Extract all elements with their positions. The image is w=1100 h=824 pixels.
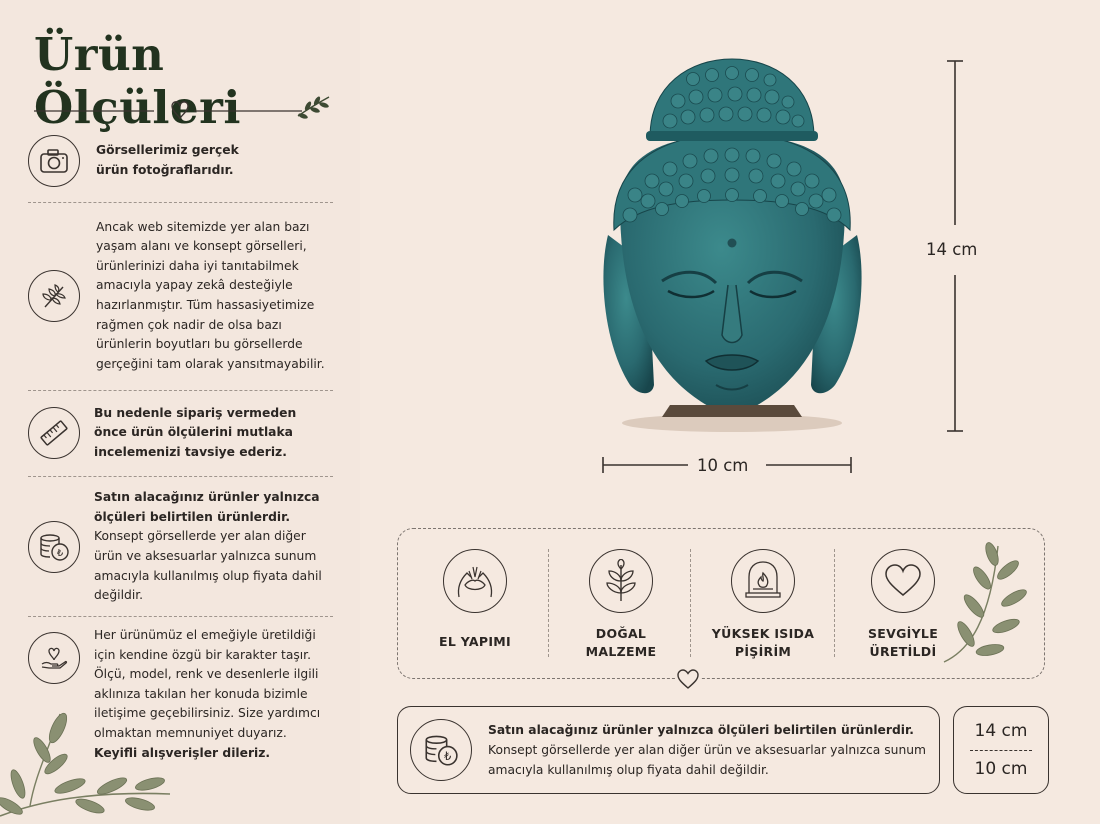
camera-icon — [28, 135, 80, 187]
feature-natural — [556, 549, 686, 661]
leaf-icon — [28, 270, 80, 322]
coins-icon — [410, 719, 472, 781]
row-divider — [28, 476, 333, 477]
kiln-flame-icon — [731, 549, 795, 613]
feature-divider — [548, 549, 549, 657]
feature-divider — [690, 549, 691, 657]
width-dimension-label: 10 cm — [697, 456, 749, 475]
info-row-body-text: Her ürünümüz el emeğiyle üretildiği için kendine özgü bir karakter taşır. Ölçü, model, renk ve desenlerle ilgili aklınıza takılan her konuda bizimle iletişime geçebilirsiniz. Size yardımcı olmaktan memnuniyet duyarız. — [94, 628, 321, 740]
info-row-closing-text: Keyifli alışverişler dileriz. — [94, 745, 271, 760]
info-row-bold-text: Satın alacağınız ürünler yalnızca ölçüleri belirtilen ürünlerdir. — [94, 490, 320, 524]
leaf-branch-decoration — [940, 540, 1040, 670]
info-row-purchase — [28, 486, 333, 608]
size-width: 10 cm — [974, 759, 1028, 779]
note-text — [488, 720, 939, 780]
divider-sprig-icon — [298, 96, 330, 120]
feature-high-heat — [698, 549, 828, 661]
size-height: 14 cm — [974, 721, 1028, 741]
svg-text:₺: ₺ — [444, 749, 452, 764]
info-row-concept — [28, 212, 333, 380]
leaf-branch-decoration — [0, 706, 175, 824]
row-divider — [28, 390, 333, 391]
panel-heart-icon — [676, 667, 700, 691]
size-divider — [970, 750, 1032, 751]
ruler-icon — [28, 407, 80, 459]
purchase-note-box — [397, 706, 940, 794]
coins-icon — [28, 521, 80, 573]
info-row-photos — [28, 132, 333, 190]
info-row-measure — [28, 400, 333, 466]
info-row-text — [94, 488, 333, 606]
feature-label: EL YAPIMI — [439, 634, 511, 649]
feature-handmade — [410, 549, 540, 651]
feature-label: SEVGİYLE ÜRETİLDİ — [867, 626, 939, 659]
size-summary-box — [953, 706, 1049, 794]
note-bold-text: Satın alacağınız ürünler yalnızca ölçüleri belirtilen ürünlerdir. — [488, 723, 914, 737]
svg-text:₺: ₺ — [56, 548, 64, 559]
divider-heart-icon — [172, 102, 188, 119]
page-title: Ürün Ölçüleri — [34, 28, 241, 134]
info-row-body-text: Konsept görsellerde yer alan diğer ürün ve aksesuarlar yalnızca sunum amacıyla kullanılmış olup fiyata dahil değildir. — [94, 529, 322, 603]
buddha-head-product-image — [590, 55, 875, 435]
title-divider — [32, 94, 332, 128]
info-panel — [0, 0, 360, 824]
info-row-text: Görsellerimiz gerçek ürün fotoğraflarıdır. — [96, 143, 239, 177]
info-row-text: Ancak web sitemizde yer alan bazı yaşam alanı ve konsept görselleri, ürünlerinizi daha iyi tanıtabilmek amacıyla yapay zekâ desteğiyle hazırlanmıştır. Tüm hassasiyetimize rağmen çok nadir de olsa bazı ürünlerin boyutları bu görsellerde gerçeğini tam olarak yansıtmayabilir. — [96, 219, 325, 371]
note-body-text: Konsept görsellerde yer alan diğer ürün ve aksesuarlar yalnızca sunum amacıyla kullanılmış olup fiyata dahil değildir. — [488, 743, 927, 777]
row-divider — [28, 202, 333, 203]
heart-hand-icon — [28, 632, 80, 684]
info-row-text: Bu nedenle sipariş vermeden önce ürün ölçülerini mutlaka incelemenizi tavsiye ederiz. — [94, 405, 297, 459]
feature-label: YÜKSEK ISIDA PİŞİRİM — [711, 626, 815, 659]
feature-divider — [834, 549, 835, 657]
plant-icon — [589, 549, 653, 613]
feature-label: DOĞAL MALZEME — [585, 626, 657, 659]
height-dimension-label: 14 cm — [926, 240, 978, 259]
hands-icon — [443, 549, 507, 613]
heart-icon — [871, 549, 935, 613]
row-divider — [28, 616, 333, 617]
